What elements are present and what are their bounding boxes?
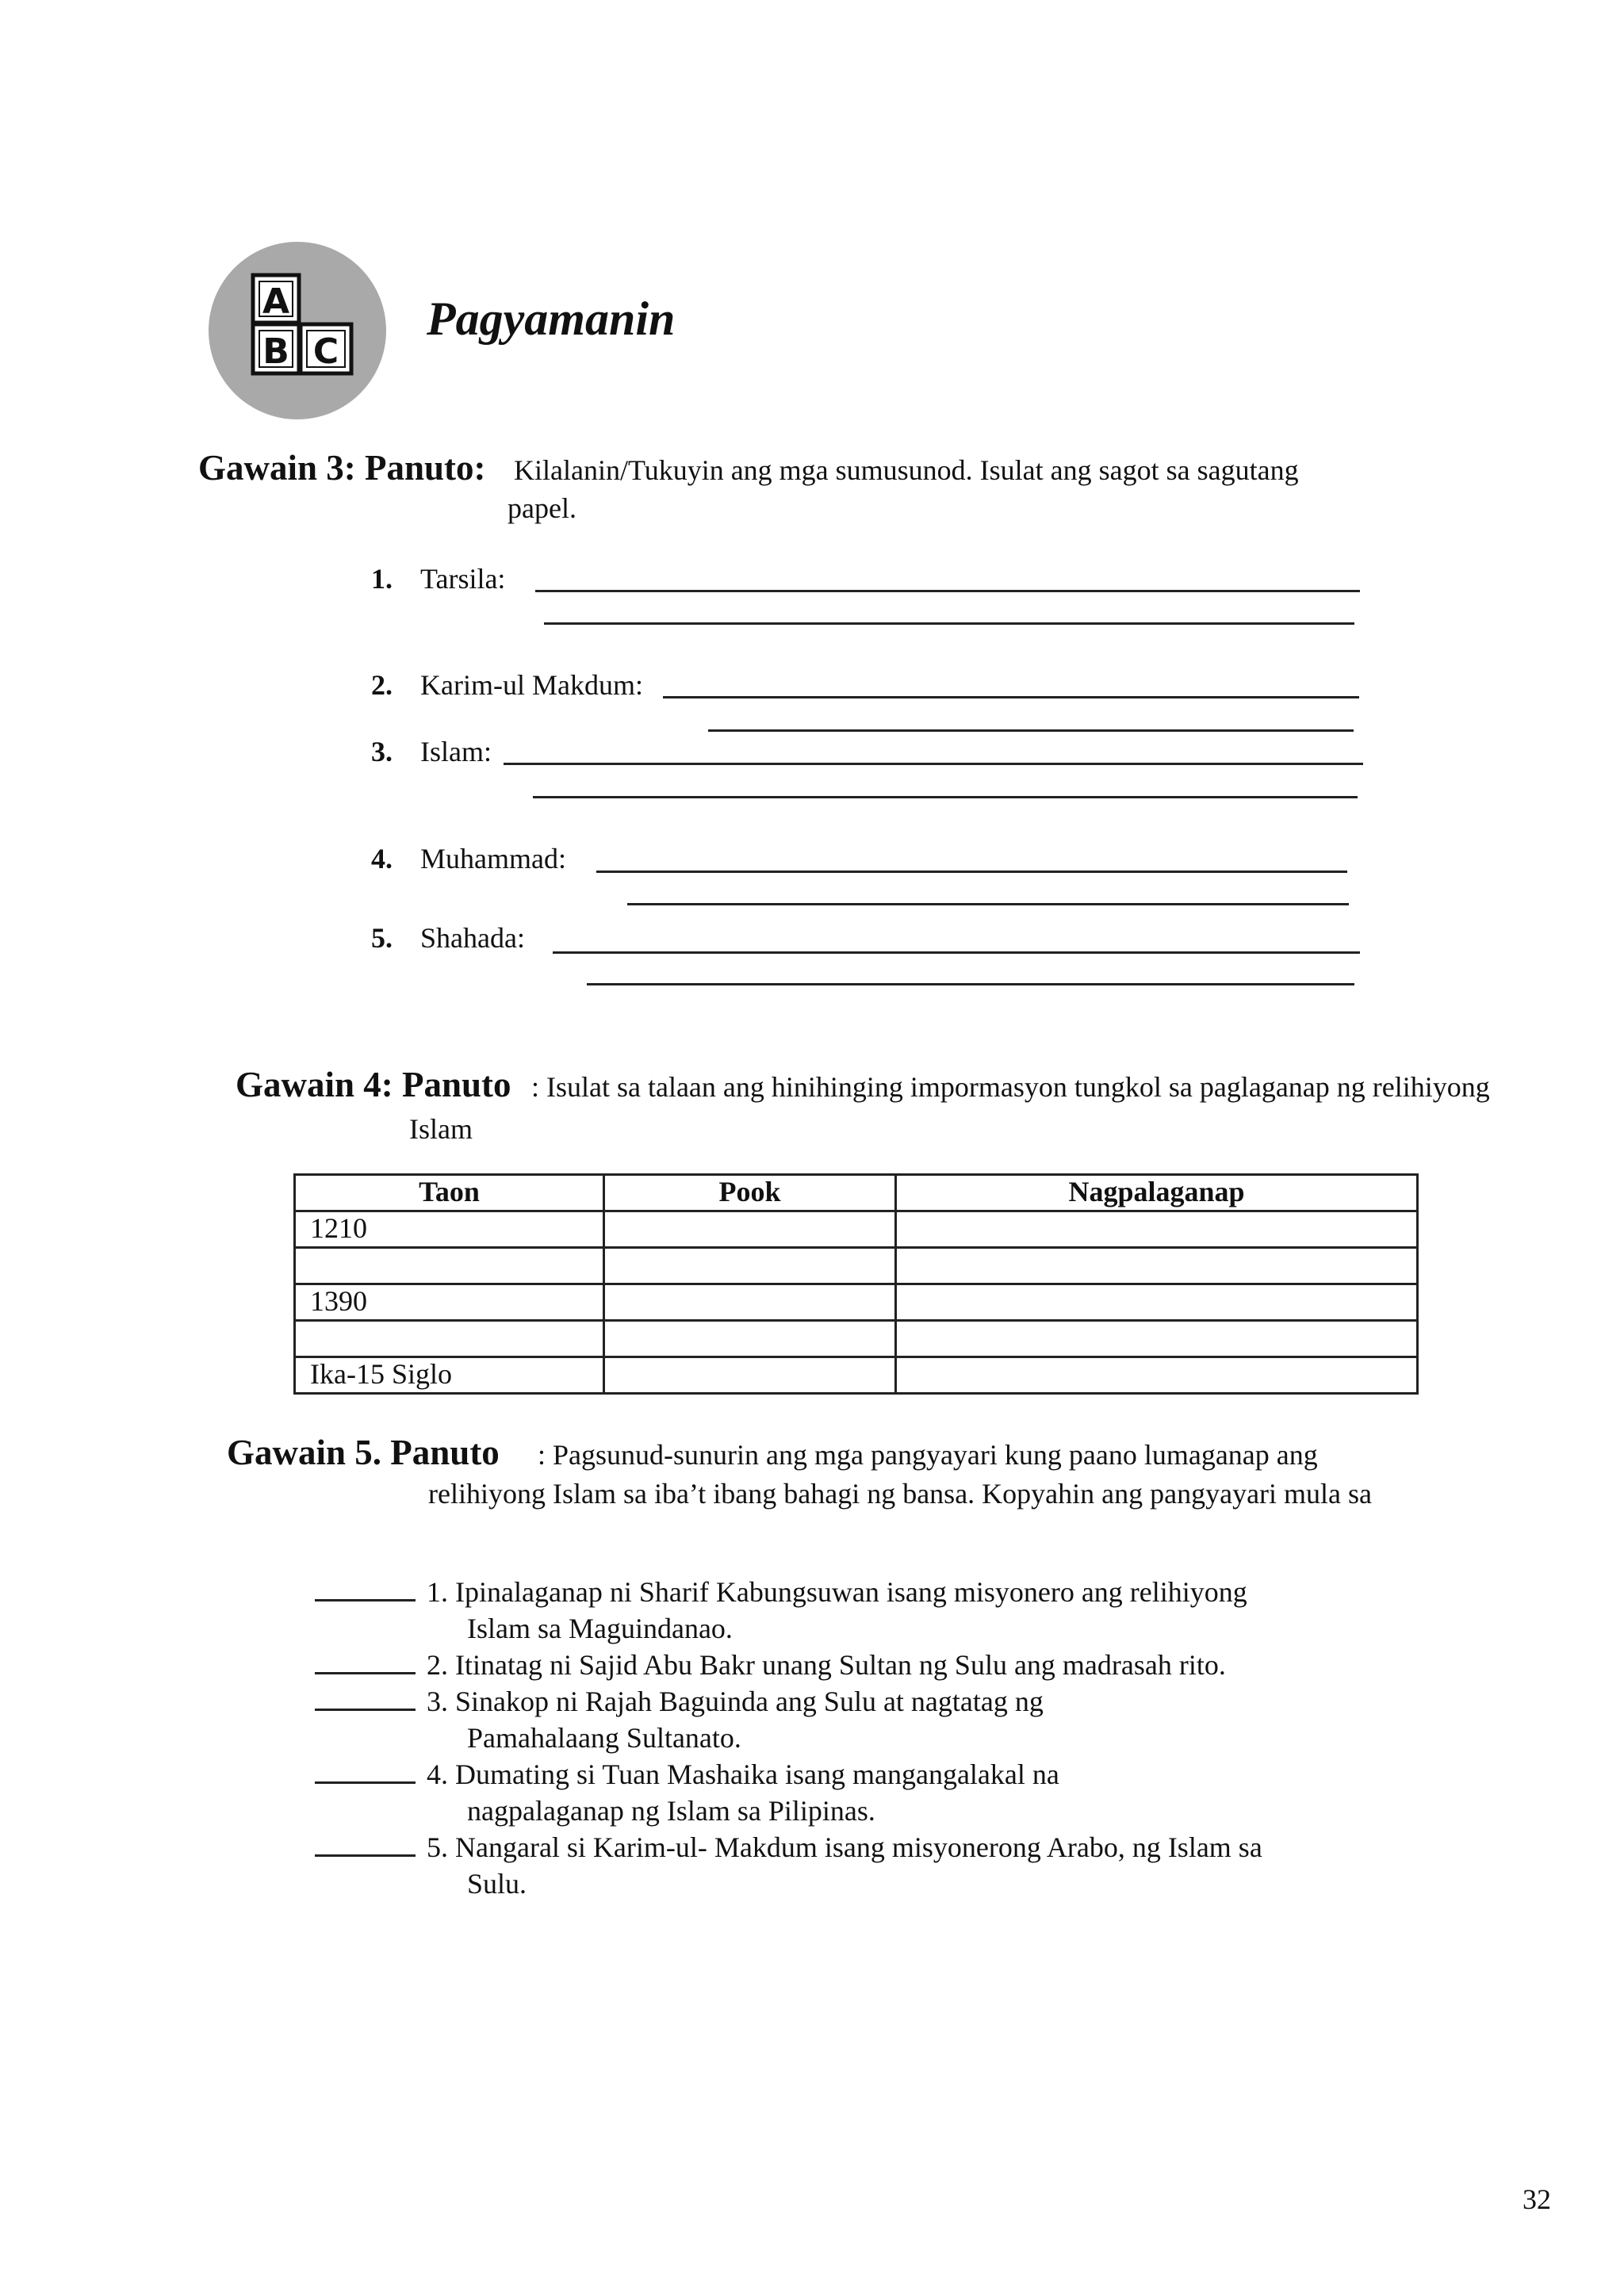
list-item [315, 1647, 1262, 1683]
page-number: 32 [1522, 2183, 1551, 2215]
gawain4-instruction-line1: : Isulat sa talaan ang hinihinging impormasyon tungkol sa paglaganap ng relihiyong [531, 1071, 1490, 1103]
table-row [295, 1357, 1418, 1394]
list-item-text: 1. Ipinalaganap ni Sharif Kabungsuwan isang misyonero ang relihiyong [427, 1576, 1247, 1608]
table-row [295, 1211, 1418, 1248]
gawain3-heading: Gawain 3: Panuto: [198, 448, 486, 488]
logo-letter-b: B [262, 331, 289, 372]
table-row [295, 1284, 1418, 1321]
list-item-continuation: nagpalaganap ng Islam sa Pilipinas. [467, 1795, 875, 1827]
answer-line [596, 871, 1347, 873]
logo-letter-a: A [262, 281, 290, 322]
table-cell [604, 1357, 896, 1394]
answer-line [627, 903, 1349, 905]
list-item-text: 4. Dumating si Tuan Mashaika isang mangangalakal na [427, 1758, 1059, 1790]
list-item-continuation: Sulu. [467, 1868, 527, 1900]
gawain3-item-number: 4. [371, 843, 393, 874]
table-cell: Ika-15 Siglo [295, 1357, 604, 1394]
answer-line [553, 951, 1360, 954]
list-item [315, 1756, 1262, 1793]
table-row [295, 1248, 1418, 1284]
list-item-continuation: Pamahalaang Sultanato. [467, 1722, 741, 1754]
gawain3-item-number: 3. [371, 736, 393, 767]
gawain3-item-number: 1. [371, 563, 393, 595]
table-cell [295, 1321, 604, 1357]
table-cell: 1210 [295, 1211, 604, 1248]
info-table [293, 1173, 1419, 1395]
table-cell [896, 1321, 1418, 1357]
gawain3-item-number: 2. [371, 669, 393, 701]
answer-blank [315, 1831, 416, 1857]
list-item-text: 3. Sinakop ni Rajah Baguinda ang Sulu at nagtatag ng [427, 1686, 1044, 1717]
list-item [315, 1574, 1262, 1610]
gawain3-item-label-tarsila: Tarsila: [420, 563, 506, 595]
answer-blank [315, 1648, 416, 1674]
table-cell [295, 1248, 604, 1284]
answer-blank [315, 1685, 416, 1711]
table-header-nagpalaganap: Nagpalaganap [896, 1175, 1418, 1211]
table-header-taon: Taon [295, 1175, 604, 1211]
gawain3-item-label-muhammad: Muhammad: [420, 843, 566, 874]
answer-line [504, 763, 1363, 765]
list-item [315, 1829, 1262, 1866]
answer-line [544, 622, 1354, 625]
abc-blocks-icon [209, 242, 386, 419]
gawain5-instruction-line1: : Pagsunud-sunurin ang mga pangyayari kung paano lumaganap ang [538, 1439, 1318, 1471]
gawain3-instruction-line2: papel. [508, 492, 576, 524]
answer-line [533, 796, 1358, 798]
gawain4-instruction-line2: Islam [409, 1113, 473, 1145]
list-item-continuation: Islam sa Maguindanao. [467, 1613, 733, 1644]
answer-line [708, 729, 1354, 732]
table-header-pook: Pook [604, 1175, 896, 1211]
table-cell [604, 1248, 896, 1284]
table-cell [896, 1284, 1418, 1321]
answer-blank [315, 1758, 416, 1784]
table-cell [896, 1211, 1418, 1248]
table-cell [604, 1211, 896, 1248]
list-item [315, 1683, 1262, 1720]
gawain3-item-number: 5. [371, 922, 393, 954]
answer-blank [315, 1575, 416, 1601]
answer-line [587, 983, 1354, 985]
gawain3-instruction-line1: Kilalanin/Tukuyin ang mga sumusunod. Isulat ang sagot sa sagutang [514, 454, 1299, 486]
table-cell [896, 1357, 1418, 1394]
gawain5-heading: Gawain 5. Panuto [227, 1433, 500, 1472]
table-cell [896, 1248, 1418, 1284]
gawain5-list [315, 1574, 1262, 1902]
table-row [295, 1321, 1418, 1357]
list-item-text: 2. Itinatag ni Sajid Abu Bakr unang Sultan ng Sulu ang madrasah rito. [427, 1649, 1226, 1681]
gawain5-instruction-line2: relihiyong Islam sa iba’t ibang bahagi ng bansa. Kopyahin ang pangyayari mula sa [428, 1478, 1373, 1510]
gawain4-heading: Gawain 4: Panuto [236, 1065, 511, 1104]
table-cell: 1390 [295, 1284, 604, 1321]
table-cell [604, 1321, 896, 1357]
section-title: Pagyamanin [427, 293, 676, 345]
gawain3-item-label-islam: Islam: [420, 736, 492, 767]
answer-line [663, 696, 1359, 698]
list-item-text: 5. Nangaral si Karim-ul- Makdum isang misyonerong Arabo, ng Islam sa [427, 1831, 1262, 1863]
table-cell [604, 1284, 896, 1321]
logo-letter-c: C [312, 331, 339, 372]
gawain3-item-label-karim-ul-makdum: Karim-ul Makdum: [420, 669, 643, 701]
table-header-row [295, 1175, 1418, 1211]
answer-line [535, 590, 1360, 592]
gawain3-item-label-shahada: Shahada: [420, 922, 525, 954]
